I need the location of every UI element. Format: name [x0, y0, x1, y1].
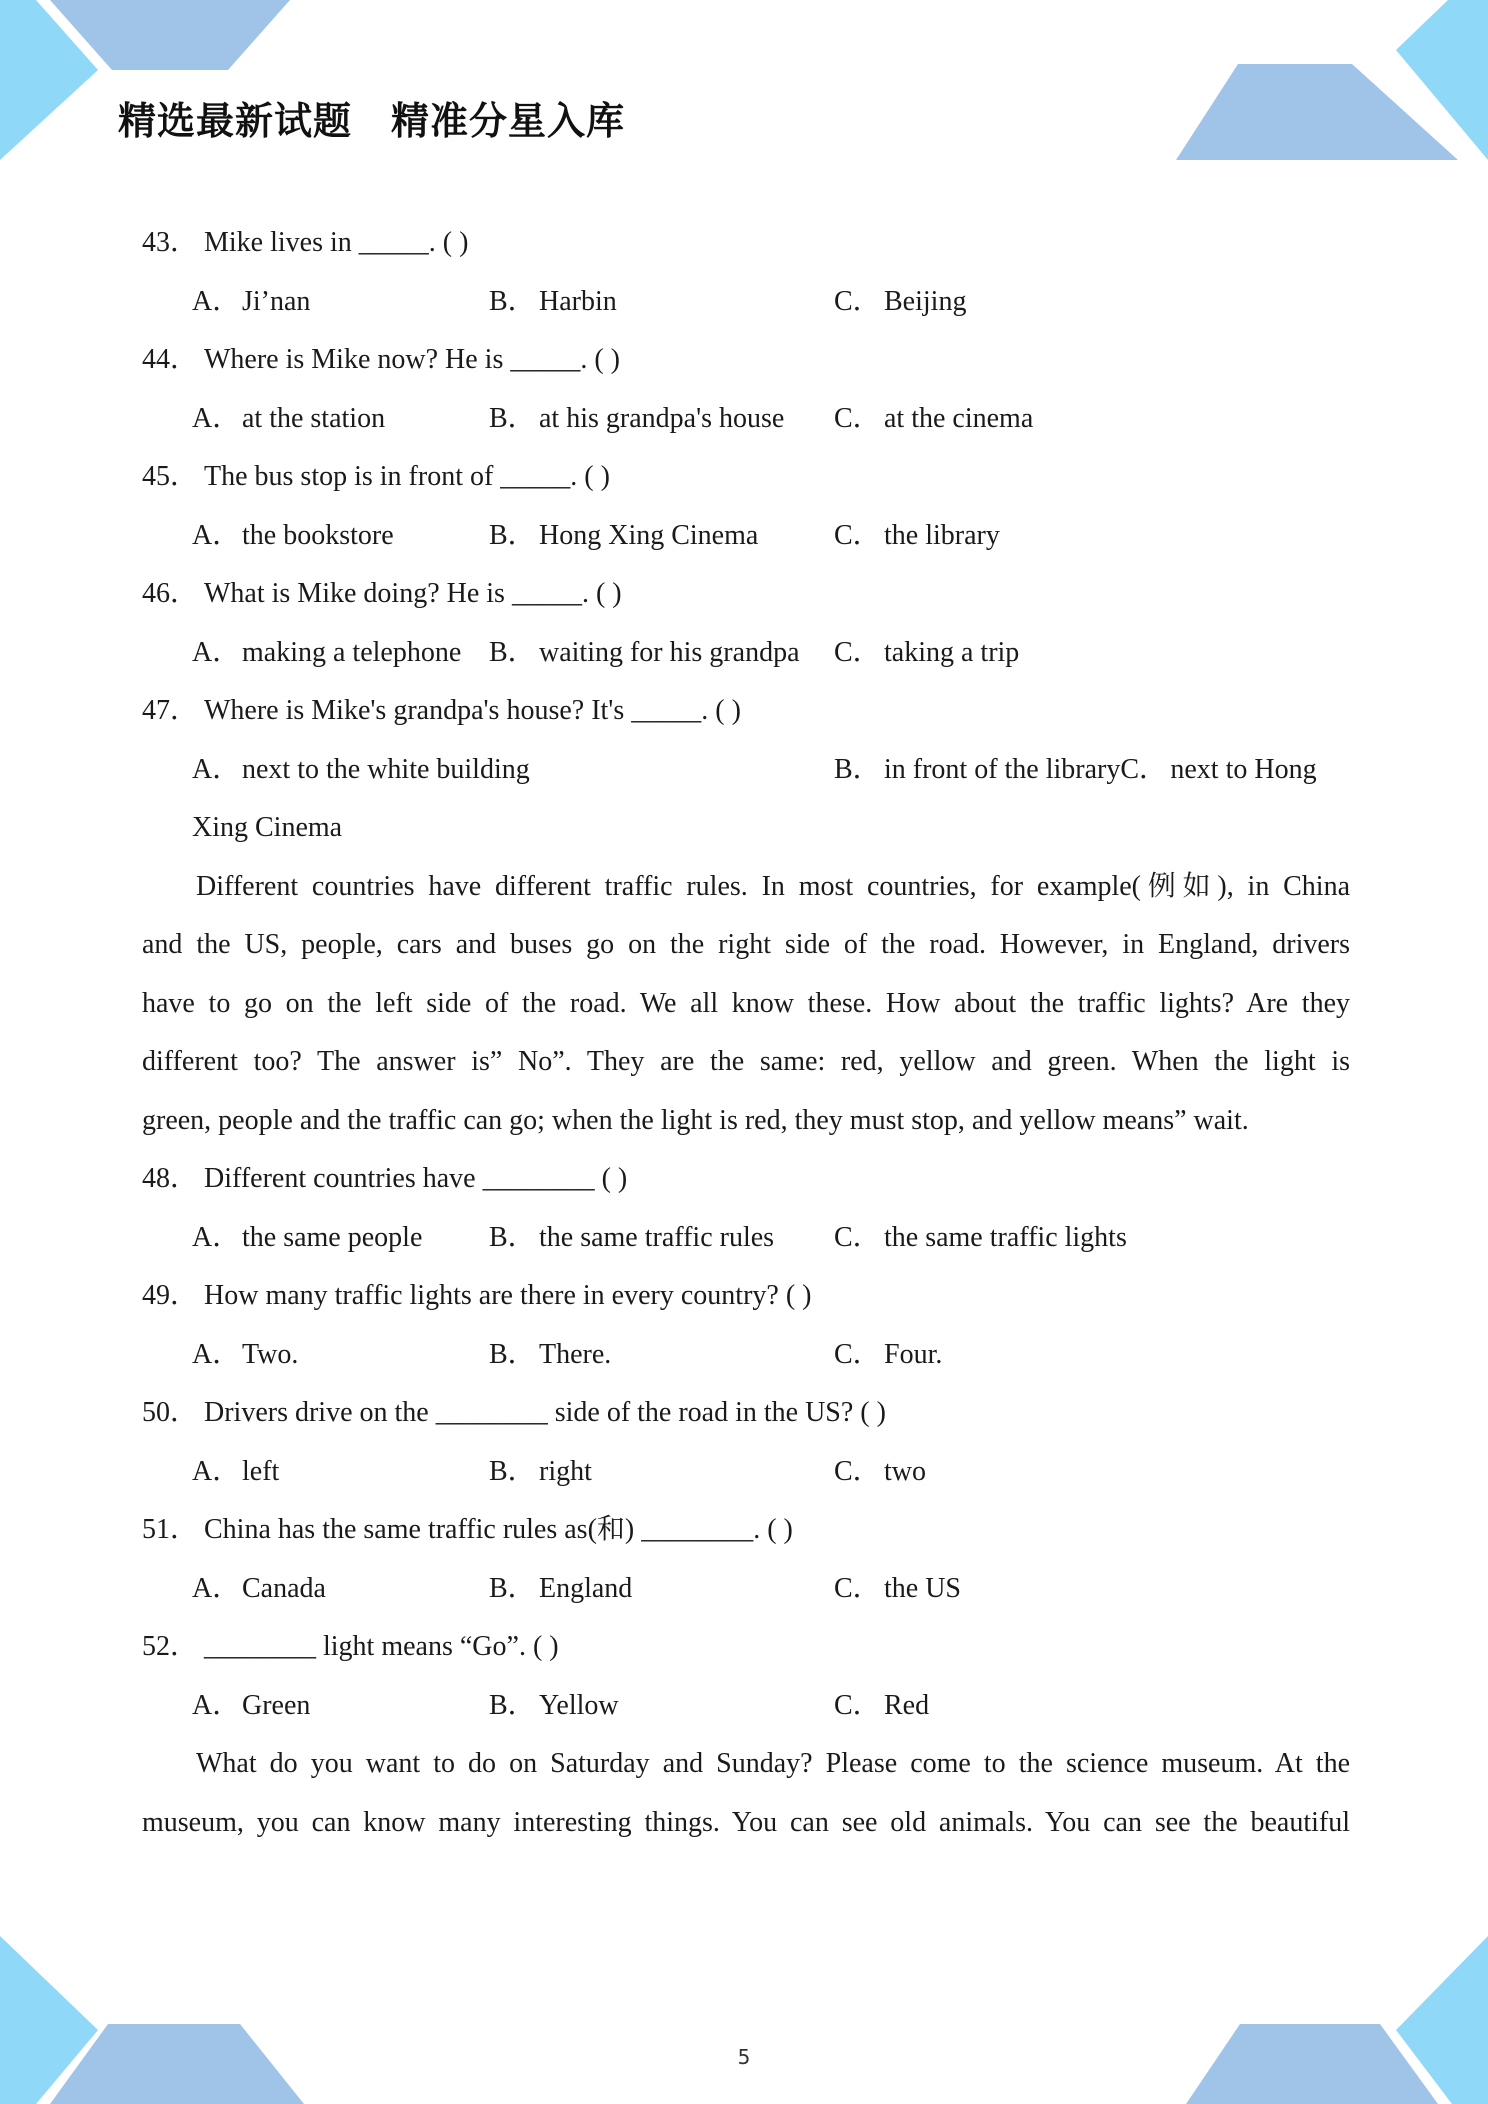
question-group-b [142, 1150, 1350, 1735]
options-row [142, 624, 1350, 683]
option-letter: B． [489, 636, 536, 668]
option-c [834, 273, 966, 332]
option-c [834, 1443, 926, 1502]
passage-line: museum, you can know many interesting things. You can see old animals. You can see the beautiful [142, 1806, 1350, 1838]
option-b [489, 1443, 592, 1502]
question [142, 1267, 1350, 1326]
question-47-options [142, 741, 1350, 800]
options-row [142, 1209, 1350, 1268]
passage-line: Different countries have different traffic rules. In most countries, for example(例如), in China [196, 870, 1350, 902]
option-text: Yellow [539, 1689, 619, 1721]
option-text: the US [884, 1572, 961, 1604]
question-group-a [142, 214, 1350, 682]
option-letter: C． [834, 402, 881, 434]
passage-line: and the US, people, cars and buses go on the right side of the road. However, in England, drivers [142, 929, 1350, 960]
option-a [192, 507, 394, 566]
option-c [834, 624, 1019, 683]
option-c [834, 1326, 942, 1385]
option-text: at his grandpa's house [539, 402, 785, 434]
question [142, 1618, 1350, 1677]
option-text: taking a trip [884, 636, 1020, 668]
option-text: Hong Xing Cinema [539, 519, 759, 551]
option-b [489, 507, 758, 566]
question-text: How many traffic lights are there in every country? ( ) [204, 1280, 812, 1311]
option-text: Four. [884, 1338, 943, 1370]
option-text: the same traffic rules [539, 1221, 775, 1253]
option-letter: C． [834, 519, 881, 551]
option-b: B． in front of the libraryC． next to Hong [834, 741, 1317, 800]
option-letter: A． [192, 1689, 241, 1721]
question [142, 565, 1350, 624]
option-c-continued: Xing Cinema [192, 812, 343, 843]
passage-line: have to go on the left side of the road. We all know these. How about the traffic lights? Are they [142, 987, 1350, 1019]
option-letter: B． [489, 402, 536, 434]
options-row [142, 1443, 1350, 1502]
option-letter: C． [834, 285, 881, 317]
option-text: waiting for his grandpa [539, 636, 800, 668]
passage-line: different too? The answer is” No”. They are the same: red, yellow and green. When the light is [142, 1046, 1350, 1077]
options-row [142, 1560, 1350, 1619]
option-letter: B． [489, 1338, 536, 1370]
question-text: What is Mike doing? He is _____. ( ) [204, 578, 622, 609]
option-text: the bookstore [242, 519, 394, 551]
option-text: right [539, 1455, 592, 1487]
option-c [834, 507, 1000, 566]
question-text: Where is Mike's grandpa's house? It's _____. ( ) [204, 695, 741, 726]
question-number: 51． [142, 1514, 199, 1545]
option-letter: B． [489, 285, 536, 317]
option-letter: A． [192, 402, 241, 434]
option-letter: C． [834, 1572, 881, 1604]
option-text: Two. [242, 1338, 299, 1370]
question [142, 331, 1350, 390]
option-letter: B． [489, 1221, 536, 1253]
option-text: at the station [242, 402, 386, 434]
option-b [489, 273, 617, 332]
option-text: left [242, 1455, 280, 1487]
option-letter: B． [489, 1572, 536, 1604]
option-text: making a telephone [242, 636, 462, 668]
option-a [192, 1443, 279, 1502]
page-content [142, 214, 1350, 1852]
option-letter: A． [192, 636, 241, 668]
option-text: the same people [242, 1221, 423, 1253]
option-c [834, 1209, 1127, 1268]
question-text: China has the same traffic rules as(和) ________. ( ) [204, 1514, 793, 1545]
option-b [489, 390, 784, 449]
option-c [834, 390, 1033, 449]
question-text: Mike lives in _____. ( ) [204, 227, 469, 258]
question-number: 50． [142, 1397, 199, 1428]
option-b [489, 624, 800, 683]
option-text: Canada [242, 1572, 326, 1604]
option-text: two [884, 1455, 926, 1487]
option-b [489, 1677, 619, 1736]
option-a [192, 1677, 310, 1736]
option-letter: C． [834, 1221, 881, 1253]
question-number: 48． [142, 1163, 199, 1194]
question-number: 43． [142, 227, 199, 258]
option-letter: A． [192, 1572, 241, 1604]
passage-2 [142, 1735, 1350, 1852]
top-right-trapezoid [1176, 64, 1458, 160]
option-text: England [539, 1572, 633, 1604]
option-a: A．next to the white building [192, 753, 530, 785]
question-text: Different countries have ________ ( ) [204, 1163, 628, 1194]
option-text: the same traffic lights [884, 1221, 1127, 1253]
option-text: Beijing [884, 285, 967, 317]
option-c [834, 1677, 929, 1736]
question-text: ________ light means “Go”. ( ) [204, 1631, 559, 1662]
option-letter: C． [834, 1338, 881, 1370]
option-b [489, 1560, 632, 1619]
option-letter: B． [489, 1455, 536, 1487]
option-text: at the cinema [884, 402, 1034, 434]
question [142, 448, 1350, 507]
option-letter: C． [834, 1689, 881, 1721]
options-row [142, 1326, 1350, 1385]
option-c-letter: C． [1120, 753, 1168, 785]
option-text: the library [884, 519, 1000, 551]
option-a [192, 273, 310, 332]
option-b [489, 1209, 774, 1268]
option-text: Red [884, 1689, 930, 1721]
question [142, 1501, 1350, 1560]
option-a [192, 390, 385, 449]
option-letter: B． [489, 519, 536, 551]
option-text: Ji’nan [242, 285, 311, 317]
option-a [192, 624, 461, 683]
options-row [142, 273, 1350, 332]
options-row [142, 390, 1350, 449]
option-text: Harbin [539, 285, 617, 317]
question-number: 47． [142, 695, 199, 726]
option-text: Green [242, 1689, 311, 1721]
option-c-text: next to Hong [1170, 753, 1317, 785]
options-row [142, 507, 1350, 566]
question [142, 1150, 1350, 1209]
passage-1 [142, 858, 1350, 1151]
option-letter: A． [192, 1455, 241, 1487]
option-letter: A． [192, 1338, 241, 1370]
question-number: 45． [142, 461, 199, 492]
option-c [834, 1560, 961, 1619]
passage-line: What do you want to do on Saturday and Sunday? Please come to the science museum. At the [196, 1748, 1350, 1779]
question-text: The bus stop is in front of _____. ( ) [204, 461, 610, 492]
option-letter: B． [489, 1689, 536, 1721]
passage-line: green, people and the traffic can go; when the light is red, they must stop, and yellow means” wait. [142, 1104, 1249, 1136]
header-title: 精选最新试题 精准分星入库 [118, 99, 626, 143]
option-letter: A． [192, 1221, 241, 1253]
question-number: 49． [142, 1280, 199, 1311]
question-number: 46． [142, 578, 199, 609]
question-number: 44． [142, 344, 199, 375]
option-a [192, 1326, 298, 1385]
question-47 [142, 682, 1350, 741]
question [142, 1384, 1350, 1443]
question-text: Where is Mike now? He is _____. ( ) [204, 344, 621, 375]
option-a [192, 1560, 326, 1619]
question-text: Drivers drive on the ________ side of the road in the US? ( ) [204, 1397, 886, 1428]
option-text: There. [539, 1338, 612, 1370]
option-letter: A． [192, 519, 241, 551]
option-letter: A． [192, 285, 241, 317]
option-a [192, 1209, 422, 1268]
option-letter: C． [834, 636, 881, 668]
option-b [489, 1326, 611, 1385]
options-row [142, 1677, 1350, 1736]
question [142, 214, 1350, 273]
question-number: 52． [142, 1631, 199, 1662]
option-letter: C． [834, 1455, 881, 1487]
page-number: 5 [737, 2045, 751, 2069]
